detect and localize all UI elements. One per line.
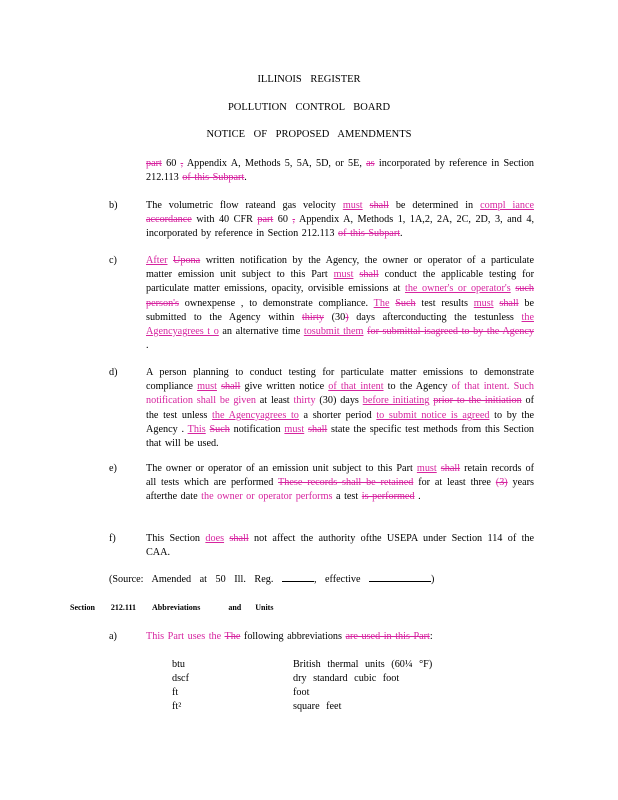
inserted-text: must xyxy=(473,297,494,309)
list-item xyxy=(0,700,618,714)
text: A person planning to conduct testing for particulate matter emissions to demonstrate compliance xyxy=(146,367,534,393)
inserted-text: thirty xyxy=(293,395,316,407)
reg-blank xyxy=(282,571,314,582)
deleted-text: thirty xyxy=(301,311,325,323)
inserted-text: must xyxy=(284,423,305,435)
source-note xyxy=(109,571,434,585)
text: give written notice xyxy=(240,381,329,393)
deleted-text: shall xyxy=(229,533,249,544)
inserted-text: This Part uses the xyxy=(146,631,222,642)
deleted-text: Upona xyxy=(173,255,201,266)
text: following abbreviations xyxy=(240,631,346,642)
subsection-c-text xyxy=(146,254,534,353)
text: of the test unless xyxy=(146,395,534,421)
deleted-text: (3) xyxy=(495,477,508,489)
header-line-1: ILLINOIS REGISTER xyxy=(257,74,361,85)
text: notification xyxy=(229,423,285,435)
deleted-text: ) xyxy=(345,311,349,323)
abbreviation-meaning: foot xyxy=(293,687,310,698)
inserted-text: before initiating xyxy=(362,395,430,407)
text: 60 xyxy=(273,214,293,226)
subsection-label-f: f) xyxy=(109,533,116,544)
text: : xyxy=(429,631,433,642)
text: 60 xyxy=(161,158,181,169)
subsection-label-e: e) xyxy=(109,463,117,474)
text: , effective xyxy=(313,574,370,585)
text: Appendix A, Methods 5, 5A, 5D, or 5E, xyxy=(183,158,367,169)
abbreviation: ft xyxy=(172,687,179,698)
inserted-text: the Agencyagrees t o xyxy=(146,311,534,338)
text: . xyxy=(400,228,403,240)
text: not affect the authority ofthe USEPA under Section 114 of the CAA. xyxy=(146,533,535,559)
subsection-a-text xyxy=(146,630,534,644)
deleted-text: part xyxy=(257,214,274,226)
deleted-text: for submittal isagreed to by the Agency xyxy=(367,326,535,338)
list-item xyxy=(0,658,618,672)
deleted-text: , xyxy=(292,214,296,226)
inserted-text: must xyxy=(342,200,363,211)
inserted-text: must xyxy=(197,381,217,393)
subsection-f-text xyxy=(146,532,534,560)
text: The volumetric flow rateand gas velocity xyxy=(146,200,343,211)
inserted-text: of that intent xyxy=(328,381,384,393)
text: . xyxy=(414,491,421,503)
deleted-text: is performed xyxy=(361,491,415,503)
deleted-text: as xyxy=(366,158,375,169)
text: years afterthe date xyxy=(146,477,535,503)
inserted-text: of that intent. Such notification shall be given xyxy=(146,381,534,407)
list-item xyxy=(0,672,618,686)
deleted-text: shall xyxy=(359,269,379,281)
abbreviation: btu xyxy=(172,659,186,670)
deleted-text: shall xyxy=(369,200,389,211)
deleted-text: Such xyxy=(395,297,416,309)
abbreviation-meaning: British thermal units (60¼ °F) xyxy=(293,659,433,670)
abbreviation-meaning: dry standard cubic foot xyxy=(293,673,400,684)
text: Appendix A, Methods 1, 1A,2, 2A, 2C, 2D, 3, and 4, incorporated by reference in Section 212.113 xyxy=(146,214,534,240)
inserted-text: the Agencyagrees to xyxy=(212,409,299,421)
text: ) xyxy=(431,574,435,585)
text: to the Agency xyxy=(383,381,452,393)
text: days afterconducting the testunless xyxy=(348,311,522,323)
inserted-text: must xyxy=(416,463,437,474)
subsection-label-a: a) xyxy=(109,631,117,642)
deleted-text: These records shall be retained xyxy=(278,477,414,489)
deleted-text: such person's xyxy=(146,283,535,309)
section-title-2: and xyxy=(228,603,242,612)
section-number: 212.111 xyxy=(110,603,137,612)
subsection-label-c: c) xyxy=(109,255,117,266)
subsection-label-b: b) xyxy=(109,200,118,211)
inserted-text: the owner or operator performs xyxy=(201,491,333,503)
text: incorporated by reference in Section 212.113 xyxy=(146,158,535,184)
text: ownexpense , to demonstrate compliance. xyxy=(178,297,374,309)
text: This Section xyxy=(146,533,206,544)
inserted-text: tosubmit them xyxy=(303,326,364,338)
text: be submitted to the Agency within xyxy=(146,297,535,323)
subsection-label-d: d) xyxy=(109,367,118,378)
inserted-text: compl iance xyxy=(480,200,534,211)
inserted-text: must xyxy=(333,269,354,281)
deleted-text: shall xyxy=(221,381,241,393)
deleted-text: part xyxy=(146,158,162,169)
text: be determined in xyxy=(388,200,481,211)
deleted-text: of this Subpart xyxy=(338,228,401,240)
header-line-2: POLLUTION CONTROL BOARD xyxy=(227,102,391,113)
deleted-text: accordance xyxy=(146,214,192,226)
deleted-text: are used in this Part xyxy=(345,631,430,642)
text: test results xyxy=(415,297,474,309)
abbreviation: dscf xyxy=(172,673,189,684)
deleted-text: of this Subpart xyxy=(182,172,245,184)
text: (30) days xyxy=(315,395,363,407)
text: a test xyxy=(332,491,362,503)
subsection-b-text xyxy=(146,199,534,242)
header-line-3: NOTICE OF PROPOSED AMENDMENTS xyxy=(206,129,412,140)
inserted-text: After xyxy=(146,255,168,266)
deleted-text: , xyxy=(180,158,184,169)
text: . xyxy=(244,172,247,184)
abbreviation-meaning: square feet xyxy=(293,701,342,712)
text: The owner or operator of an emission unit subject to this Part xyxy=(146,463,417,474)
subsection-e-text xyxy=(146,462,534,505)
inserted-text: the owner's or operator's xyxy=(404,283,511,295)
text: for at least three xyxy=(413,477,496,489)
section-word: Section xyxy=(70,603,95,612)
text: state the specific test methods from this Section that will be used. xyxy=(146,423,535,450)
deleted-text: Such xyxy=(209,423,230,435)
text: written notification by the Agency, the owner or operator of a particulate matter emission unit subject to this Part xyxy=(146,255,534,281)
deleted-text: prior to the initiation xyxy=(433,395,522,407)
list-item xyxy=(0,686,618,700)
text: conduct the applicable testing for particulate matter emissions, opacity, orvisible emissions at xyxy=(146,269,534,295)
section-title-3: Units xyxy=(255,603,274,612)
text: (Source: Amended at 50 Ill. Reg. xyxy=(109,574,282,585)
text: an alternative time xyxy=(218,326,304,338)
text: a shorter period xyxy=(298,409,377,421)
text: . xyxy=(146,340,149,352)
deleted-text: shall xyxy=(440,463,461,474)
subsection-d-text xyxy=(146,366,534,451)
continuation-paragraph xyxy=(146,157,534,185)
deleted-text: shall xyxy=(308,423,328,435)
inserted-text: does xyxy=(205,533,225,544)
inserted-text: to submit notice is agreed xyxy=(376,409,490,421)
deleted-text: The xyxy=(224,631,241,642)
text: to by the Agency . xyxy=(146,409,534,435)
text: at least xyxy=(255,395,294,407)
text: retain records of all tests which are performed xyxy=(146,463,534,489)
inserted-text: The xyxy=(373,297,390,309)
text: (30 xyxy=(324,311,346,323)
text: with 40 CFR xyxy=(191,214,258,226)
inserted-text: This xyxy=(187,423,206,435)
section-heading xyxy=(70,603,289,612)
deleted-text: shall xyxy=(499,297,519,309)
abbreviation: ft² xyxy=(172,701,182,712)
section-title-1: Abbreviations xyxy=(152,603,201,612)
effective-blank xyxy=(369,571,431,582)
